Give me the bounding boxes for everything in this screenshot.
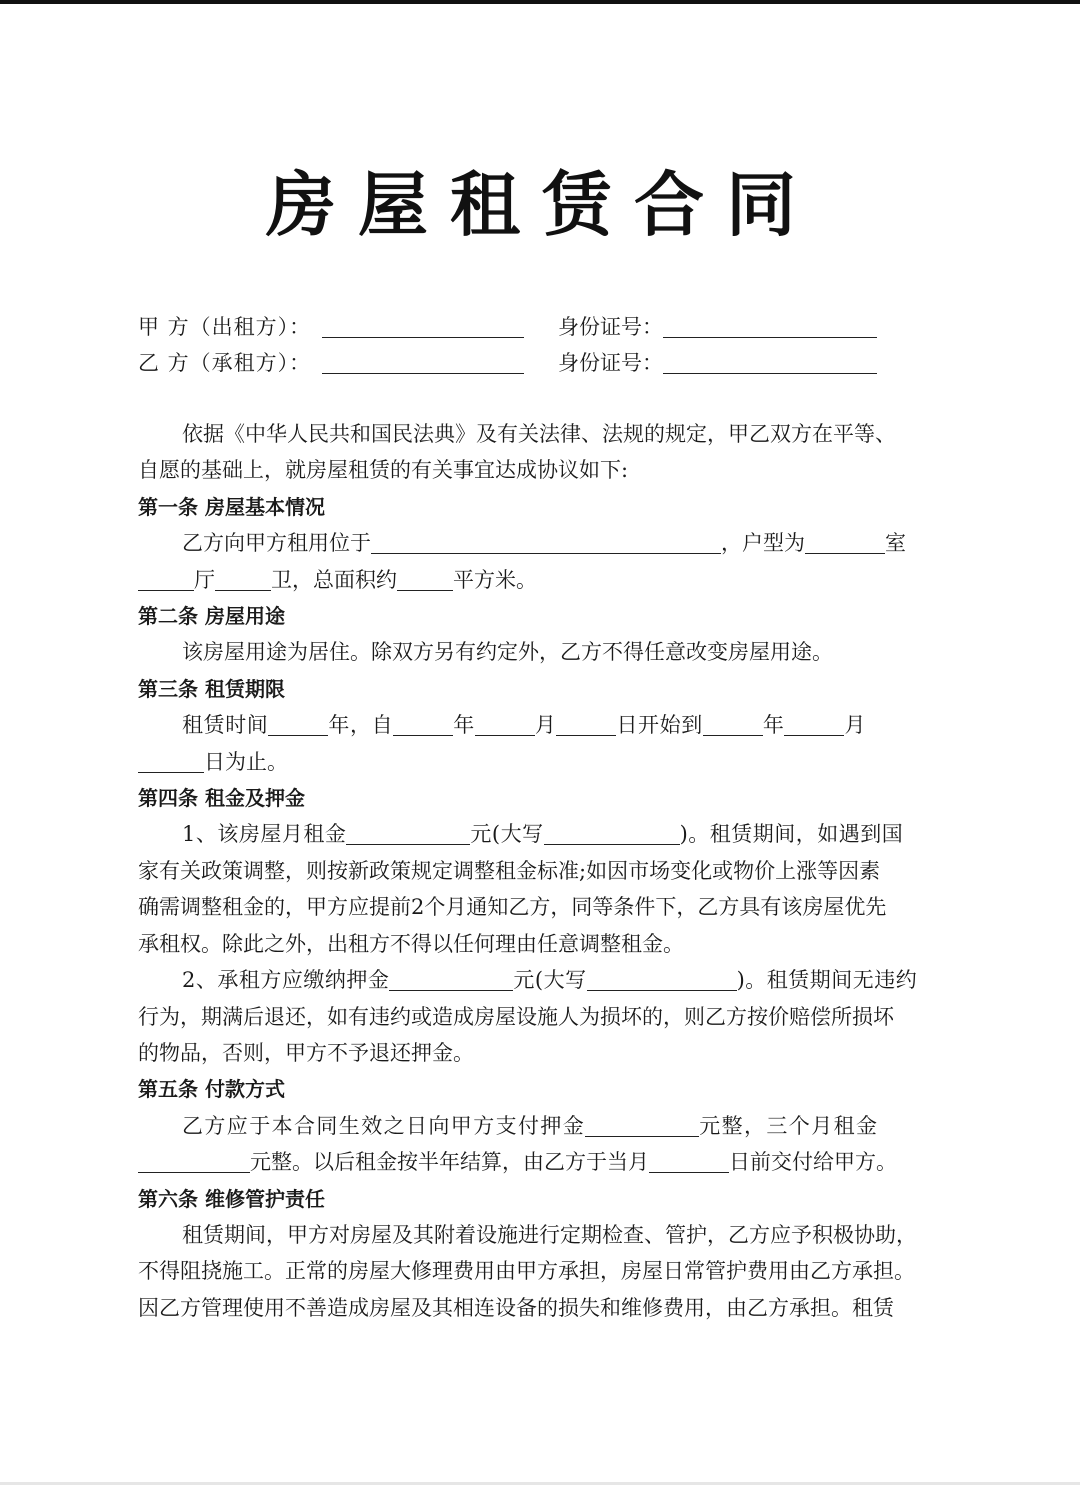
term-years-field[interactable] xyxy=(268,711,328,736)
lessor-id-label: 身份证号： xyxy=(558,315,663,339)
text-run: 元整。以后租金按半年结算，由乙方于当月 xyxy=(250,1150,649,1175)
lessor-row xyxy=(138,312,663,342)
page-title: 房屋租赁合同 xyxy=(266,164,818,246)
text-run: )。租赁期间无违约 xyxy=(736,968,918,993)
article4-line xyxy=(138,816,946,852)
article-heading: 第一条 房屋基本情况 xyxy=(138,494,325,519)
lessee-id-label: 身份证号： xyxy=(558,351,663,375)
preamble-line: 自愿的基础上，就房屋租赁的有关事宜达成协议如下: xyxy=(138,458,629,483)
text-run: 乙方应于本合同生效之日向甲方支付押金 xyxy=(182,1113,586,1138)
text-run: 年 xyxy=(453,713,475,738)
article1-line xyxy=(138,562,946,598)
text-run: )。租赁期间，如遇到国 xyxy=(679,822,904,847)
article-heading: 第四条 租金及押金 xyxy=(138,786,305,811)
text-run: 年，自 xyxy=(328,713,394,738)
lessee-row xyxy=(138,348,663,378)
end-month-field[interactable] xyxy=(784,711,844,736)
text-run: 厅 xyxy=(194,567,215,592)
text-run: 日为止。 xyxy=(204,749,288,774)
text-run: 平方米。 xyxy=(453,567,537,592)
lessee-name-field[interactable] xyxy=(322,351,524,374)
end-year-field[interactable] xyxy=(703,711,763,736)
article5-line xyxy=(138,1108,946,1144)
address-field[interactable] xyxy=(371,529,721,554)
end-day-field[interactable] xyxy=(138,748,204,773)
quarter-rent-field[interactable] xyxy=(138,1148,250,1173)
start-month-field[interactable] xyxy=(475,711,535,736)
deposit-in-words-field[interactable] xyxy=(587,966,737,991)
article3-line xyxy=(138,744,946,780)
article4-line xyxy=(138,962,946,998)
text-run: 元整，三个月租金 xyxy=(699,1113,879,1138)
start-day-field[interactable] xyxy=(556,711,616,736)
text-run: 年 xyxy=(762,713,785,738)
area-field[interactable] xyxy=(397,566,453,591)
article-heading: 第二条 房屋用途 xyxy=(138,604,285,629)
article4-line: 家有关政策调整，则按新政策规定调整租金标准;如因市场变化或物价上涨等因素 xyxy=(138,858,881,883)
text-run: ，户型为 xyxy=(721,531,805,556)
text-run: 租赁时间 xyxy=(182,713,269,738)
payment-day-field[interactable] xyxy=(649,1148,729,1173)
article-heading: 第三条 租赁期限 xyxy=(138,676,285,701)
start-year-field[interactable] xyxy=(393,711,453,736)
deposit-field[interactable] xyxy=(389,966,513,991)
text-run: 元(大写 xyxy=(513,968,587,993)
text-run: 2、承租方应缴纳押金 xyxy=(182,968,390,993)
lessee-label: 乙 方（承租方）： xyxy=(138,351,312,375)
contract-body xyxy=(138,416,946,1326)
article4-line: 确需调整租金的，甲方应提前2个月通知乙方，同等条件下，乙方具有该房屋优先 xyxy=(138,895,887,920)
article4-line: 行为，期满后退还，如有违约或造成房屋设施人为损坏的，则乙方按价赔偿所损坏 xyxy=(138,1004,894,1029)
text-run: 室 xyxy=(885,531,906,556)
article4-line: 的物品，否则，甲方不予退还押金。 xyxy=(138,1040,474,1065)
rent-in-words-field[interactable] xyxy=(544,820,680,845)
text-run: 月 xyxy=(844,713,867,738)
article5-line xyxy=(138,1144,946,1180)
top-edge-bar xyxy=(0,0,1080,4)
text-run: 日开始到 xyxy=(616,713,703,738)
lessor-id-group xyxy=(558,312,877,342)
article2-line: 该房屋用途为居住。除双方另有约定外，乙方不得任意改变房屋用途。 xyxy=(182,640,833,665)
text-run: 日前交付给甲方。 xyxy=(729,1150,897,1175)
preamble-line: 依据《中华人民共和国民法典》及有关法律、法规的规定，甲乙双方在平等、 xyxy=(182,422,896,446)
text-run: 乙方向甲方租用位于 xyxy=(182,531,371,556)
rooms-field[interactable] xyxy=(805,529,885,554)
text-run: 月 xyxy=(534,713,557,738)
halls-field[interactable] xyxy=(138,566,194,591)
article6-line: 因乙方管理使用不善造成房屋及其相连设备的损失和维修费用，由乙方承担。租赁 xyxy=(138,1295,894,1320)
lessor-name-field[interactable] xyxy=(322,315,524,338)
article-heading: 第五条 付款方式 xyxy=(138,1077,285,1102)
article3-line xyxy=(138,707,946,743)
lessee-id-group xyxy=(558,348,877,378)
monthly-rent-field[interactable] xyxy=(346,820,470,845)
article6-line: 租赁期间，甲方对房屋及其附着设施进行定期检查、管护，乙方应予积极协助， xyxy=(182,1222,917,1247)
article-heading: 第六条 维修管护责任 xyxy=(138,1186,325,1211)
text-run: 1、该房屋月租金 xyxy=(182,822,347,847)
text-run: 元(大写 xyxy=(470,822,544,847)
baths-field[interactable] xyxy=(215,566,271,591)
text-run: 卫，总面积约 xyxy=(271,567,397,592)
lessor-label: 甲 方（出租方）： xyxy=(138,315,312,339)
article4-line: 承租权。除此之外，出租方不得以任何理由任意调整租金。 xyxy=(138,931,684,956)
lessor-id-field[interactable] xyxy=(663,315,877,338)
deposit-payment-field[interactable] xyxy=(585,1112,699,1137)
lessee-id-field[interactable] xyxy=(663,351,877,374)
article6-line: 不得阻挠施工。正常的房屋大修理费用由甲方承担，房屋日常管护费用由乙方承担。 xyxy=(138,1259,915,1284)
article1-line xyxy=(138,525,946,561)
